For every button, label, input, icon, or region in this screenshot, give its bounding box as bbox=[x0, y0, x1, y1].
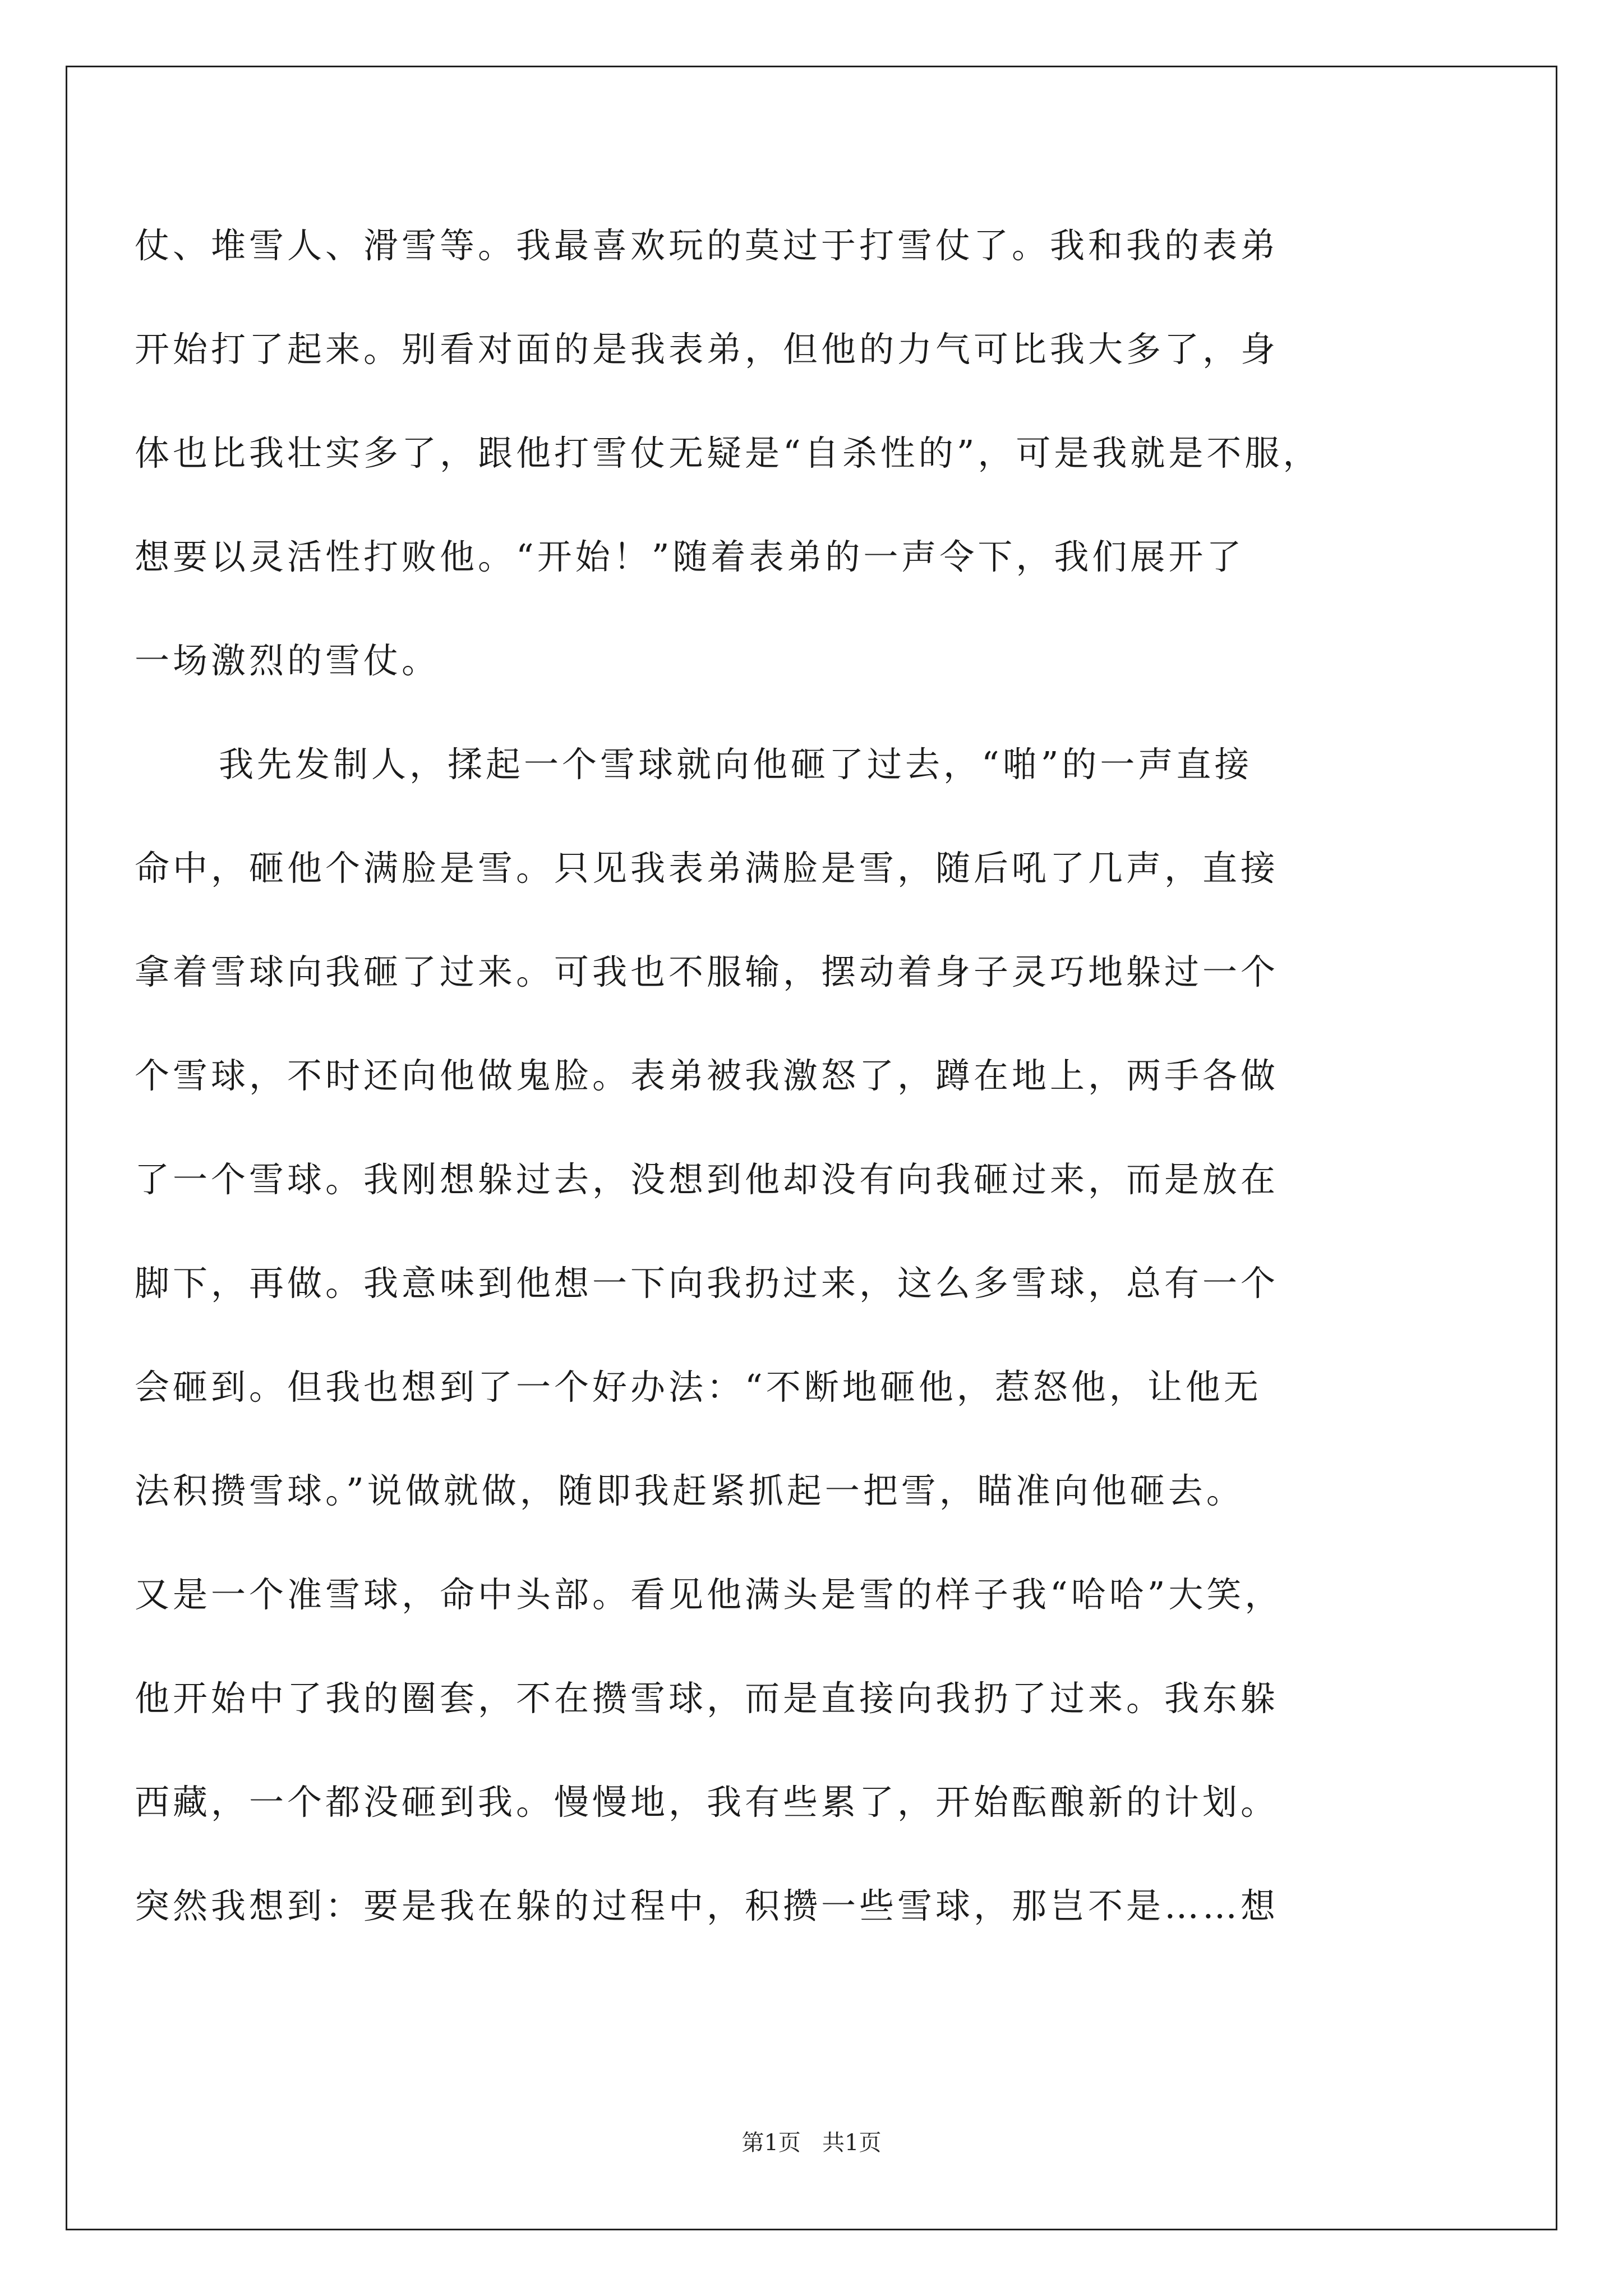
text-line: 仗、堆雪人、滑雪等。我最喜欢玩的莫过于打雪仗了。我和我的表弟 bbox=[135, 225, 1279, 266]
text-line: 会砸到。但我也想到了一个好办法：“不断地砸他，惹怒他，让他无 bbox=[135, 1366, 1262, 1407]
text-line: 开始打了起来。别看对面的是我表弟，但他的力气可比我大多了，身 bbox=[135, 329, 1279, 370]
text-line: 拿着雪球向我砸了过来。可我也不服输，摆动着身子灵巧地躲过一个 bbox=[135, 951, 1279, 992]
text-line: 他开始中了我的圈套，不在攒雪球，而是直接向我扔了过来。我东躲 bbox=[135, 1678, 1279, 1719]
text-line: 又是一个准雪球，命中头部。看见他满头是雪的样子我“哈哈”大笑， bbox=[135, 1574, 1283, 1615]
text-line: 个雪球，不时还向他做鬼脸。表弟被我激怒了，蹲在地上，两手各做 bbox=[135, 1055, 1279, 1096]
page-number-footer: 第1页 共1页 bbox=[741, 2130, 882, 2156]
text-line: 西藏，一个都没砸到我。慢慢地，我有些累了，开始酝酿新的计划。 bbox=[135, 1782, 1279, 1823]
text-line: 一场激烈的雪仗。 bbox=[135, 640, 440, 681]
text-line: 突然我想到：要是我在躲的过程中，积攒一些雪球，那岂不是……想 bbox=[135, 1885, 1279, 1926]
text-line: 体也比我壮实多了，跟他打雪仗无疑是“自杀性的”，可是我就是不服， bbox=[135, 432, 1321, 473]
text-line: 法积攒雪球。”说做就做，随即我赶紧抓起一把雪，瞄准向他砸去。 bbox=[135, 1470, 1244, 1511]
paragraph-first-line: 我先发制人，揉起一个雪球就向他砸了过去，“啪”的一声直接 bbox=[219, 744, 1253, 785]
text-line: 了一个雪球。我刚想躲过去，没想到他却没有向我砸过来，而是放在 bbox=[135, 1159, 1279, 1200]
text-line: 脚下，再做。我意味到他想一下向我扔过来，这么多雪球，总有一个 bbox=[135, 1263, 1279, 1304]
text-line: 命中，砸他个满脸是雪。只见我表弟满脸是雪，随后吼了几声，直接 bbox=[135, 848, 1279, 889]
text-line: 想要以灵活性打败他。“开始！”随着表弟的一声令下，我们展开了 bbox=[135, 536, 1245, 577]
